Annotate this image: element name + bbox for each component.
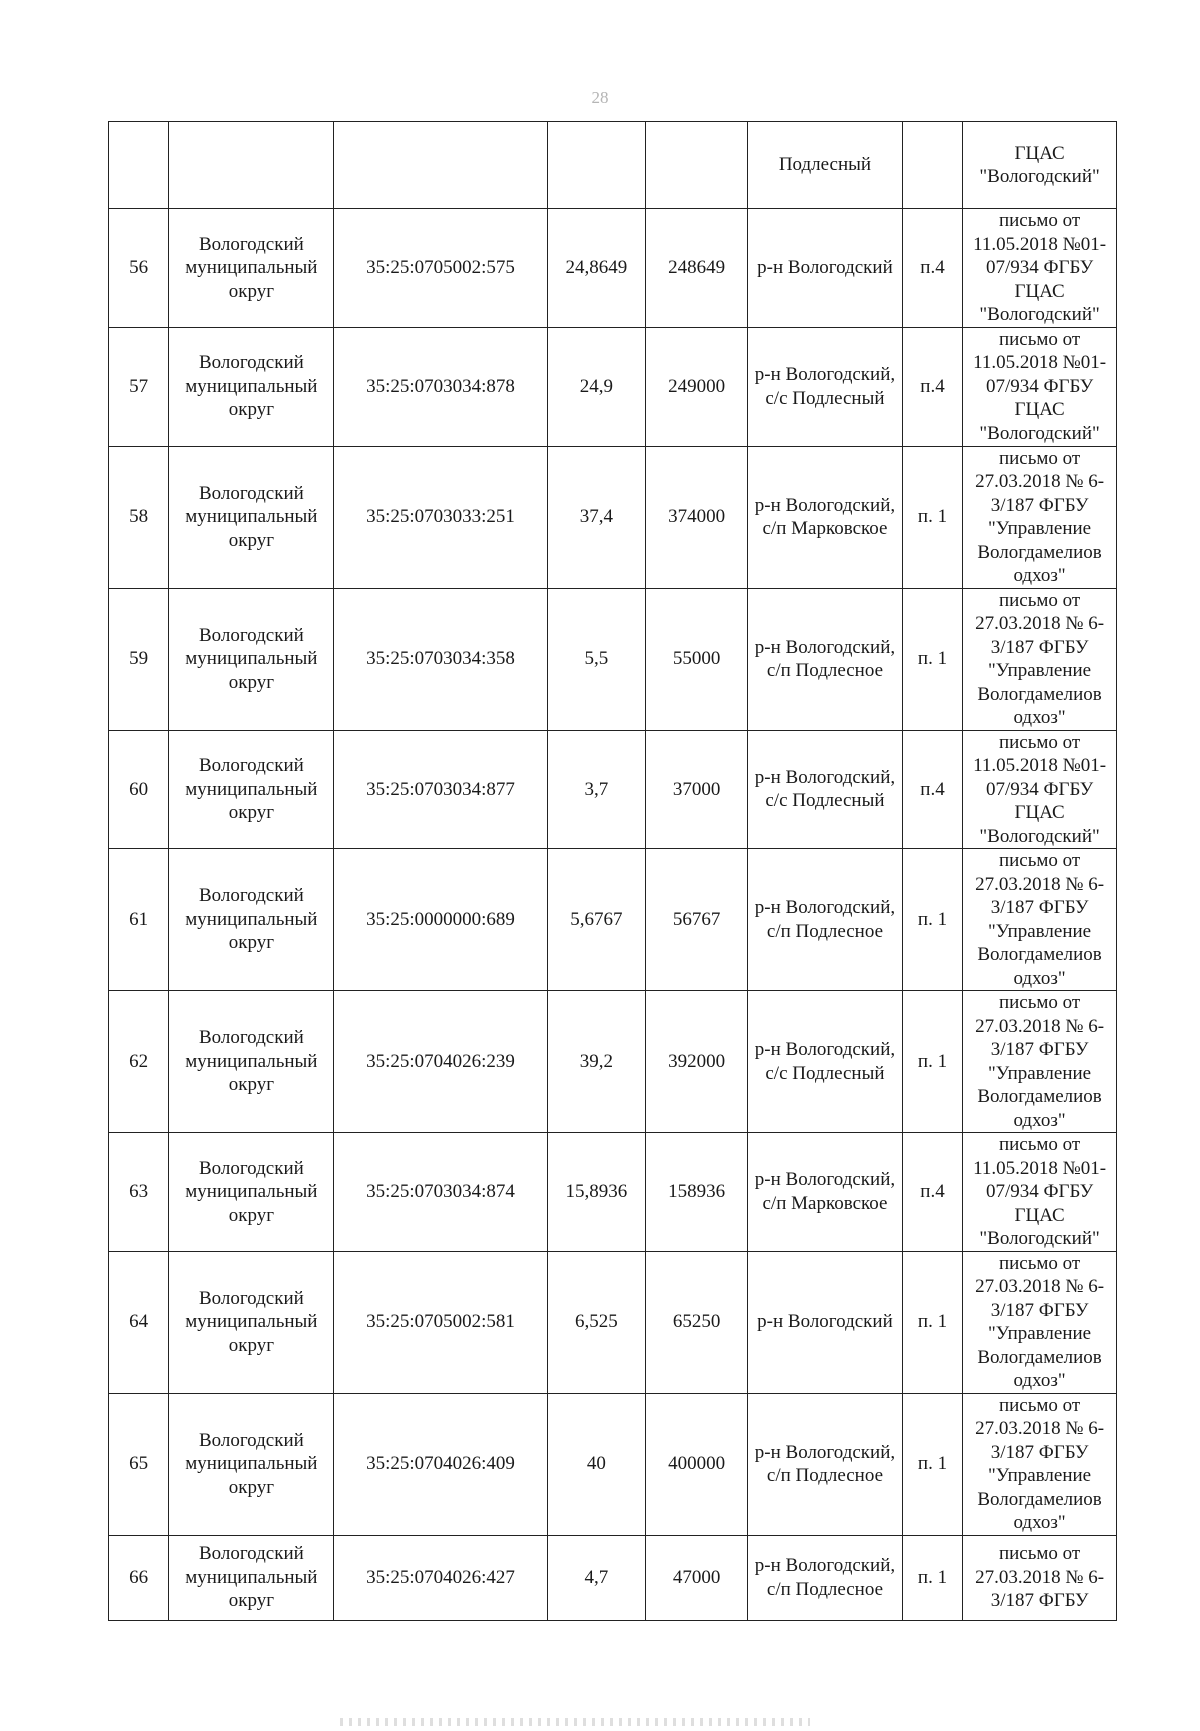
area-ha-cell: 4,7 bbox=[547, 1535, 646, 1620]
area-sqm-cell: 56767 bbox=[646, 849, 748, 991]
basis-cell: письмо от 27.03.2018 № 6-3/187 ФГБУ "Управление Вологдамелиов одхоз" bbox=[963, 588, 1117, 730]
area-ha-cell: 15,8936 bbox=[547, 1133, 646, 1252]
table-row bbox=[109, 327, 1117, 446]
point-cell: п. 1 bbox=[902, 1251, 962, 1393]
area-ha-cell: 24,9 bbox=[547, 327, 646, 446]
table-body bbox=[109, 122, 1117, 1621]
area-ha-cell: 5,5 bbox=[547, 588, 646, 730]
point-cell: п. 1 bbox=[902, 446, 962, 588]
table-row bbox=[109, 1535, 1117, 1620]
area-sqm-cell: 392000 bbox=[646, 991, 748, 1133]
row-number-cell: 57 bbox=[109, 327, 169, 446]
table-row bbox=[109, 991, 1117, 1133]
municipality-cell: Вологодский муниципальный округ bbox=[169, 1251, 334, 1393]
row-number-cell: 58 bbox=[109, 446, 169, 588]
table-row bbox=[109, 209, 1117, 328]
area-ha-cell: 24,8649 bbox=[547, 209, 646, 328]
continuation-row bbox=[109, 122, 1117, 209]
row-number-cell: 65 bbox=[109, 1393, 169, 1535]
area-ha-cell: 3,7 bbox=[547, 730, 646, 849]
point-cell: п. 1 bbox=[902, 1393, 962, 1535]
row-number-cell bbox=[109, 122, 169, 209]
location-cell: р-н Вологодский, с/с Подлесный bbox=[748, 730, 903, 849]
area-sqm-cell bbox=[646, 122, 748, 209]
basis-cell: письмо от 27.03.2018 № 6-3/187 ФГБУ "Управление Вологдамелиов одхоз" bbox=[963, 446, 1117, 588]
row-number-cell: 62 bbox=[109, 991, 169, 1133]
area-sqm-cell: 249000 bbox=[646, 327, 748, 446]
area-ha-cell bbox=[547, 122, 646, 209]
point-cell: п. 1 bbox=[902, 1535, 962, 1620]
location-cell: р-н Вологодский, с/п Подлесное bbox=[748, 1535, 903, 1620]
point-cell: п. 1 bbox=[902, 991, 962, 1133]
municipality-cell: Вологодский муниципальный округ bbox=[169, 1133, 334, 1252]
basis-cell: письмо от 27.03.2018 № 6-3/187 ФГБУ "Управление Вологдамелиов одхоз" bbox=[963, 991, 1117, 1133]
cadastral-number-cell: 35:25:0704026:409 bbox=[334, 1393, 547, 1535]
area-sqm-cell: 55000 bbox=[646, 588, 748, 730]
area-ha-cell: 37,4 bbox=[547, 446, 646, 588]
table-row bbox=[109, 1251, 1117, 1393]
point-cell: п. 1 bbox=[902, 849, 962, 991]
location-cell: р-н Вологодский, с/п Подлесное bbox=[748, 588, 903, 730]
cadastral-number-cell: 35:25:0703034:878 bbox=[334, 327, 547, 446]
row-number-cell: 64 bbox=[109, 1251, 169, 1393]
basis-cell: письмо от 11.05.2018 №01-07/934 ФГБУ ГЦАС "Вологодский" bbox=[963, 209, 1117, 328]
location-cell: р-н Вологодский, с/п Подлесное bbox=[748, 1393, 903, 1535]
municipality-cell: Вологодский муниципальный округ bbox=[169, 446, 334, 588]
basis-cell: письмо от 27.03.2018 № 6-3/187 ФГБУ "Управление Вологдамелиов одхоз" bbox=[963, 1393, 1117, 1535]
point-cell: п.4 bbox=[902, 730, 962, 849]
basis-cell: письмо от 11.05.2018 №01-07/934 ФГБУ ГЦАС "Вологодский" bbox=[963, 327, 1117, 446]
area-ha-cell: 5,6767 bbox=[547, 849, 646, 991]
table-row bbox=[109, 1133, 1117, 1252]
area-sqm-cell: 400000 bbox=[646, 1393, 748, 1535]
point-cell: п.4 bbox=[902, 209, 962, 328]
point-cell: п. 1 bbox=[902, 588, 962, 730]
municipality-cell: Вологодский муниципальный округ bbox=[169, 327, 334, 446]
cadastral-number-cell: 35:25:0704026:239 bbox=[334, 991, 547, 1133]
municipality-cell: Вологодский муниципальный округ bbox=[169, 1393, 334, 1535]
location-cell: р-н Вологодский bbox=[748, 1251, 903, 1393]
land-plots-table bbox=[108, 121, 1117, 1621]
scan-artifact bbox=[340, 1718, 810, 1726]
cadastral-number-cell: 35:25:0704026:427 bbox=[334, 1535, 547, 1620]
basis-cell: письмо от 11.05.2018 №01-07/934 ФГБУ ГЦАС "Вологодский" bbox=[963, 1133, 1117, 1252]
municipality-cell: Вологодский муниципальный округ bbox=[169, 1535, 334, 1620]
table-row bbox=[109, 446, 1117, 588]
basis-cell: письмо от 11.05.2018 №01-07/934 ФГБУ ГЦАС "Вологодский" bbox=[963, 730, 1117, 849]
cadastral-number-cell: 35:25:0705002:575 bbox=[334, 209, 547, 328]
municipality-cell: Вологодский муниципальный округ bbox=[169, 991, 334, 1133]
location-cell: р-н Вологодский bbox=[748, 209, 903, 328]
location-cell: р-н Вологодский, с/с Подлесный bbox=[748, 327, 903, 446]
cadastral-number-cell: 35:25:0000000:689 bbox=[334, 849, 547, 991]
municipality-cell: Вологодский муниципальный округ bbox=[169, 849, 334, 991]
basis-cell: письмо от 27.03.2018 № 6-3/187 ФГБУ "Управление Вологдамелиов одхоз" bbox=[963, 849, 1117, 991]
municipality-cell bbox=[169, 122, 334, 209]
cadastral-number-cell: 35:25:0705002:581 bbox=[334, 1251, 547, 1393]
area-ha-cell: 39,2 bbox=[547, 991, 646, 1133]
point-cell: п.4 bbox=[902, 327, 962, 446]
area-sqm-cell: 37000 bbox=[646, 730, 748, 849]
row-number-cell: 59 bbox=[109, 588, 169, 730]
row-number-cell: 63 bbox=[109, 1133, 169, 1252]
area-sqm-cell: 248649 bbox=[646, 209, 748, 328]
location-cell: Подлесный bbox=[748, 122, 903, 209]
table-row bbox=[109, 588, 1117, 730]
location-cell: р-н Вологодский, с/п Марковское bbox=[748, 446, 903, 588]
row-number-cell: 61 bbox=[109, 849, 169, 991]
municipality-cell: Вологодский муниципальный округ bbox=[169, 209, 334, 328]
area-ha-cell: 40 bbox=[547, 1393, 646, 1535]
table-row bbox=[109, 730, 1117, 849]
area-sqm-cell: 374000 bbox=[646, 446, 748, 588]
area-sqm-cell: 47000 bbox=[646, 1535, 748, 1620]
location-cell: р-н Вологодский, с/п Марковское bbox=[748, 1133, 903, 1252]
cadastral-number-cell: 35:25:0703034:877 bbox=[334, 730, 547, 849]
cadastral-number-cell bbox=[334, 122, 547, 209]
basis-cell: письмо от 27.03.2018 № 6-3/187 ФГБУ "Управление Вологдамелиов одхоз" bbox=[963, 1251, 1117, 1393]
point-cell bbox=[902, 122, 962, 209]
row-number-cell: 66 bbox=[109, 1535, 169, 1620]
cadastral-number-cell: 35:25:0703033:251 bbox=[334, 446, 547, 588]
basis-cell: ГЦАС "Вологодский" bbox=[963, 122, 1117, 209]
municipality-cell: Вологодский муниципальный округ bbox=[169, 730, 334, 849]
row-number-cell: 60 bbox=[109, 730, 169, 849]
basis-cell: письмо от 27.03.2018 № 6-3/187 ФГБУ bbox=[963, 1535, 1117, 1620]
area-ha-cell: 6,525 bbox=[547, 1251, 646, 1393]
municipality-cell: Вологодский муниципальный округ bbox=[169, 588, 334, 730]
table-row bbox=[109, 1393, 1117, 1535]
table-row bbox=[109, 849, 1117, 991]
point-cell: п.4 bbox=[902, 1133, 962, 1252]
cadastral-number-cell: 35:25:0703034:874 bbox=[334, 1133, 547, 1252]
cadastral-number-cell: 35:25:0703034:358 bbox=[334, 588, 547, 730]
area-sqm-cell: 158936 bbox=[646, 1133, 748, 1252]
row-number-cell: 56 bbox=[109, 209, 169, 328]
location-cell: р-н Вологодский, с/п Подлесное bbox=[748, 849, 903, 991]
location-cell: р-н Вологодский, с/с Подлесный bbox=[748, 991, 903, 1133]
area-sqm-cell: 65250 bbox=[646, 1251, 748, 1393]
page-number: 28 bbox=[591, 88, 609, 107]
